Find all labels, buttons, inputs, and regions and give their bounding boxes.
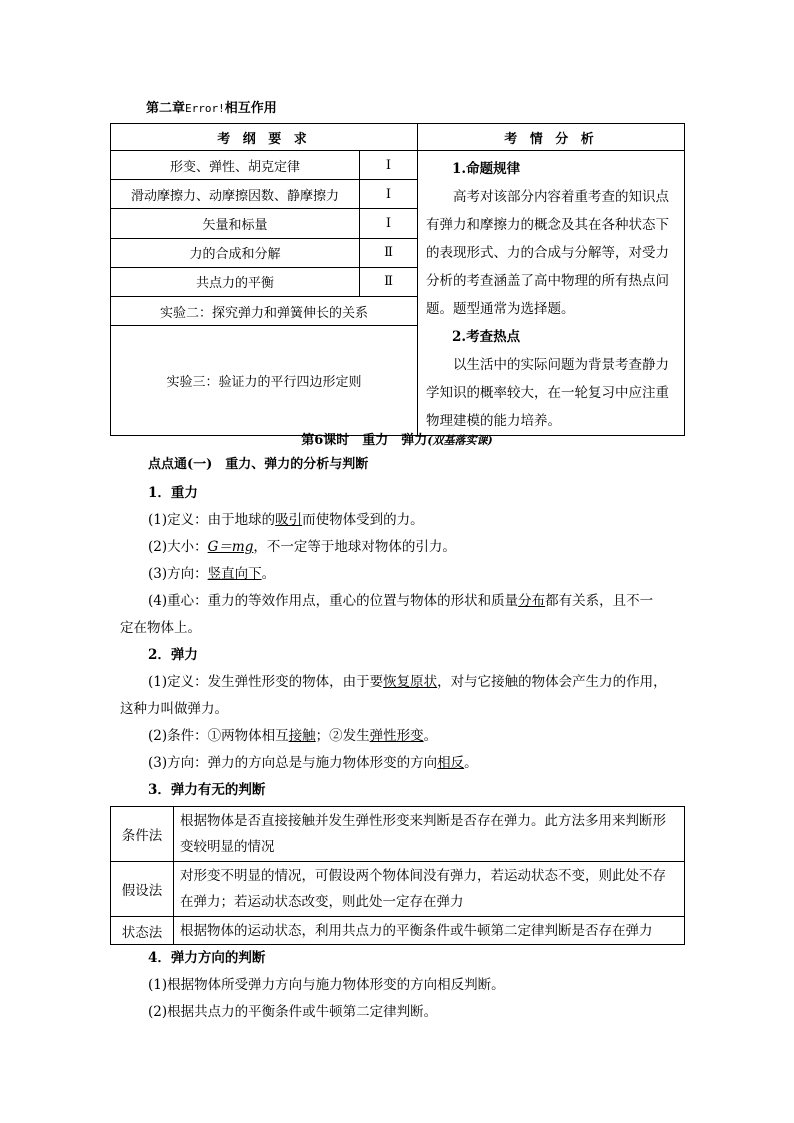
outline-level: Ⅰ (360, 180, 418, 209)
chapter-error-text: Error! (185, 102, 225, 115)
outline-item: 滑动摩擦力、动摩擦因数、静摩擦力 (111, 180, 360, 209)
direction-rule-2: (2)根据共点力的平衡条件或牛顿第二定律判断。 (148, 1004, 438, 1020)
text: ，不一定等于地球对物体的引力。 (253, 539, 456, 555)
elastic-direction (148, 751, 478, 771)
outline-item: 力的合成和分解 (111, 238, 360, 267)
text: 。 (261, 566, 276, 582)
text: (2)条件：①两物体相互 (148, 728, 289, 744)
direction-rule-1: (1)根据物体所受弹力方向与施力物体形变的方向相反判断。 (148, 977, 505, 993)
lesson-title (0, 429, 794, 448)
direction-heading: 4．弹力方向的判断 (148, 950, 266, 966)
analysis-paragraph-2: 以生活中的实际问题为背景考查静力学知识的概率较大，在一轮复习中应注重物理建模的能力培养。 (426, 357, 669, 429)
method-name: 状态法 (111, 917, 174, 945)
judge-heading: 3．弹力有无的判断 (148, 782, 266, 798)
outline-level: Ⅱ (360, 267, 418, 296)
underlined-text: 分布 (518, 593, 546, 609)
text: 都有关系，且不一 (545, 593, 654, 609)
judgement-table (110, 806, 685, 945)
chapter-title (146, 97, 277, 116)
analysis-paragraph-1: 高考对该部分内容着重考查的知识点有弹力和摩擦力的概念及其在各种状态下的表现形式、力的合成与分解等，对受力分析的考查涵盖了高中物理的所有热点问题。题型通常为选择题。 (426, 189, 669, 317)
formula: G＝mg (207, 539, 254, 555)
method-name: 假设法 (111, 862, 174, 917)
method-description: 根据物体的运动状态，利用共点力的平衡条件或牛顿第二定律判断是否存在弹力 (174, 917, 685, 945)
outline-experiment-3: 实验三：验证力的平行四边形定则 (111, 326, 418, 436)
lesson-title-text: 第6课时 重力 弹力 (301, 433, 428, 448)
lesson-subtitle: (双基落实课) (427, 434, 493, 447)
underlined-text: 吸引 (275, 512, 303, 528)
analysis-heading-1: 1.命题规律 (452, 161, 521, 177)
outline-header-left: 考 纲 要 求 (111, 124, 418, 151)
text: (4)重心：重力的等效作用点，重心的位置与物体的形状和质量 (148, 593, 519, 609)
text: 。 (464, 755, 478, 771)
outline-table (110, 123, 685, 436)
method-description: 对形变不明显的情况，可假设两个物体间没有弹力，若运动状态不变，则此处不存在弹力；若运动状态改变，则此处一定存在弹力 (174, 862, 685, 917)
gravity-direction (148, 562, 275, 582)
outline-experiment-2: 实验二：探究弹力和弹簧伸长的关系 (111, 297, 418, 326)
outline-level: Ⅰ (360, 151, 418, 180)
elastic-condition (148, 724, 437, 744)
gravity-center-cont: 定在物体上。 (120, 620, 201, 636)
text: (2)大小： (148, 539, 208, 555)
outline-level: Ⅰ (360, 209, 418, 238)
gravity-magnitude (148, 535, 456, 555)
analysis-heading-2: 2.考查热点 (452, 329, 521, 345)
text: (1)定义：发生弹性形变的物体，由于要 (148, 674, 384, 690)
elastic-definition (148, 670, 667, 690)
chapter-prefix: 第二章 (146, 101, 186, 116)
exam-analysis (418, 151, 685, 436)
underlined-text: 弹性形变 (369, 728, 424, 744)
method-name: 条件法 (111, 807, 174, 862)
section-heading: 点点通(一) 重力、弹力的分析与判断 (148, 457, 369, 472)
gravity-definition (148, 508, 424, 528)
underlined-text: 恢复原状 (383, 674, 438, 690)
outline-item: 矢量和标量 (111, 209, 360, 238)
text: 。 (423, 728, 438, 744)
outline-item: 共点力的平衡 (111, 267, 360, 296)
text: ，对与它接触的物体会产生力的作用， (437, 674, 667, 690)
underlined-text: 竖直向下 (207, 566, 262, 582)
text: (3)方向：弹力的方向总是与施力物体形变的方向 (148, 755, 438, 771)
gravity-heading: 1．重力 (148, 485, 198, 501)
elastic-heading: 2．弹力 (148, 647, 198, 663)
outline-level: Ⅱ (360, 238, 418, 267)
outline-item: 形变、弹性、胡克定律 (111, 151, 360, 180)
text: ；②发生 (315, 728, 370, 744)
text: 而使物体受到的力。 (302, 512, 424, 528)
text: (3)方向： (148, 566, 208, 582)
text: (1)定义：由于地球的 (148, 512, 276, 528)
chapter-suffix: 相互作用 (224, 101, 277, 116)
outline-header-right: 考 情 分 析 (418, 124, 685, 151)
underlined-text: 接触 (288, 728, 316, 744)
underlined-text: 相反 (437, 755, 465, 771)
method-description: 根据物体是否直接接触并发生弹性形变来判断是否存在弹力。此方法多用来判断形变较明显的情况 (174, 807, 685, 862)
elastic-definition-cont: 这种力叫做弹力。 (120, 701, 228, 717)
gravity-center (148, 589, 653, 609)
